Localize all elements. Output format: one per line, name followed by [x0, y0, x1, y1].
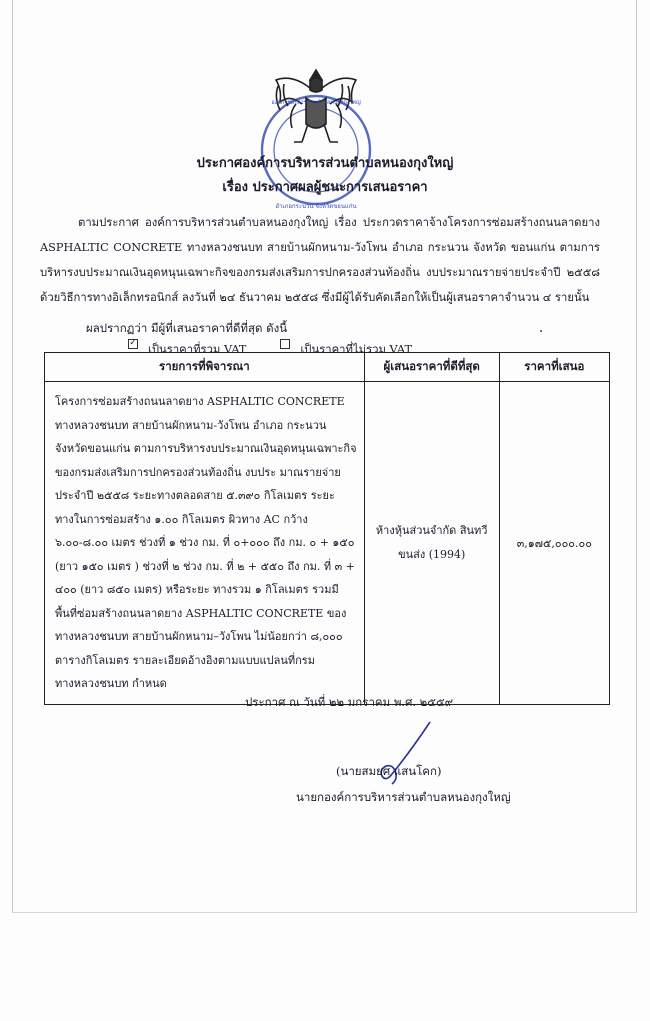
signer-name: (นายสมยศ แสนโคก) — [336, 764, 442, 778]
header-price: ราคาที่เสนอ — [499, 353, 609, 382]
vat-excluded-label: เป็นราคาที่ไม่รวม VAT — [300, 343, 412, 356]
intro-paragraph — [40, 210, 600, 310]
signer-position: นายกองค์การบริหารส่วนตำบลหนองกุงใหญ่ — [296, 790, 511, 804]
intro-paragraph-text: ตามประกาศ องค์การบริหารส่วนตำบลหนองกุงใหญ่ เรื่อง ประกวดราคาจ้างโครงการซ่อมสร้างถนนลาดยาง ASPHALTIC CONCRETE ทางหลวงชนบท สายบ้านผักหนาม-วังโพน อำเภอ กระนวน จังหวัด ขอนแก่น ตามการบริหารงบประมาณเงินอุดหนุนเฉพาะกิจของกรมส่งเสริมการปกครองส่วนท้องถิ่น งบประมาณรายจ่ายประจำปี ๒๕๕๘ ด้วยวิธีการทางอิเล็กทรอนิกส์ ลงวันที่ ๒๔ ธันวาคม ๒๕๕๘ ซึ่งมีผู้ได้รับคัดเลือกให้เป็นผู้เสนอราคาจำนวน ๔ รายนั้น — [40, 216, 600, 304]
header-item: รายการที่พิจารณา — [45, 353, 365, 382]
result-statement: ผลปรากฏว่า มีผู้ที่เสนอราคาที่ดีที่สุด ดังนี้ — [86, 321, 288, 335]
vat-included-label: เป็นราคาที่รวม VAT — [148, 343, 247, 356]
table-header-row — [45, 353, 610, 382]
page-edge-left — [12, 0, 13, 912]
page-edge-bottom — [12, 912, 637, 913]
row-item-description: โครงการซ่อมสร้างถนนลาดยาง ASPHALTIC CONCRETE ทางหลวงชนบท สายบ้านผักหนาม-วังโพน อำเภอ กระนวน จังหวัดขอนแก่น ตามการบริหารงบประมาณเงินอุดหนุนเฉพาะกิจของกรมส่งเสริมการปกครองส่วนท้องถิ่น งบประ มาณรายจ่ายประจำปี ๒๕๕๘ ระยะทางตลอดสาย ๕.๓๙๐ กิโลเมตร ระยะ ทางในการซ่อมสร้าง ๑.๐๐ กิโลเมตร ผิวทาง AC กว้าง ๖.๐๐-๘.๐๐ เมตร ช่วงที่ ๑ ช่วง กม. ที่ ๐+๐๐๐ ถึง กม. ๐ + ๑๕๐ (ยาว ๑๕๐ เมตร ) ช่วงที่ ๒ ช่วง กม. ที่ ๒ + ๕๕๐ ถึง กม. ที่ ๓ + ๔๐๐ (ยาว ๘๕๐ เมตร) หรือระยะ ทางรวม ๑ กิโลเมตร รวมมีพื้นที่ซ่อมสร้างถนนลาดยาง ASPHALTIC CONCRETE ของทางหลวงชนบท สายบ้านผักหนาม–วังโพน ไม่น้อยกว่า ๘,๐๐๐ ตารางกิโลเมตร รายละเอียดอ้างอิงตามแบบแปลนที่กรมทางหลวงชนบท กำหนด — [45, 382, 365, 705]
seal-bottom-text: อำเภอกระนวน จังหวัดขอนแก่น — [275, 203, 357, 210]
row-bidder: ห้างหุ้นส่วนจำกัด สินทวีขนส่ง (1994) — [364, 382, 499, 705]
announcement-title: ประกาศองค์การบริหารส่วนตำบลหนองกุงใหญ่ — [196, 156, 454, 171]
vat-included-checkbox: ✓ — [129, 338, 137, 348]
bid-result-table — [44, 352, 610, 705]
announce-date: ประกาศ ณ วันที่ ๒๒ มกราคม พ.ศ. ๒๕๕๙ — [245, 695, 454, 709]
vat-excluded-checkbox — [280, 339, 290, 349]
seal-top-text: องค์การบริหารส่วนตำบลหนองกุงใหญ่ — [271, 100, 361, 106]
page-edge-right — [636, 0, 637, 912]
table-row — [45, 382, 610, 705]
announcement-subject: เรื่อง ประกาศผลผู้ชนะการเสนอราคา — [222, 180, 428, 195]
ink-dot — [540, 330, 542, 332]
row-price: ๓,๑๗๕,๐๐๐.๐๐ — [499, 382, 609, 705]
garuda-emblem-icon — [250, 58, 380, 228]
header-bidder: ผู้เสนอราคาที่ดีที่สุด — [364, 353, 499, 382]
